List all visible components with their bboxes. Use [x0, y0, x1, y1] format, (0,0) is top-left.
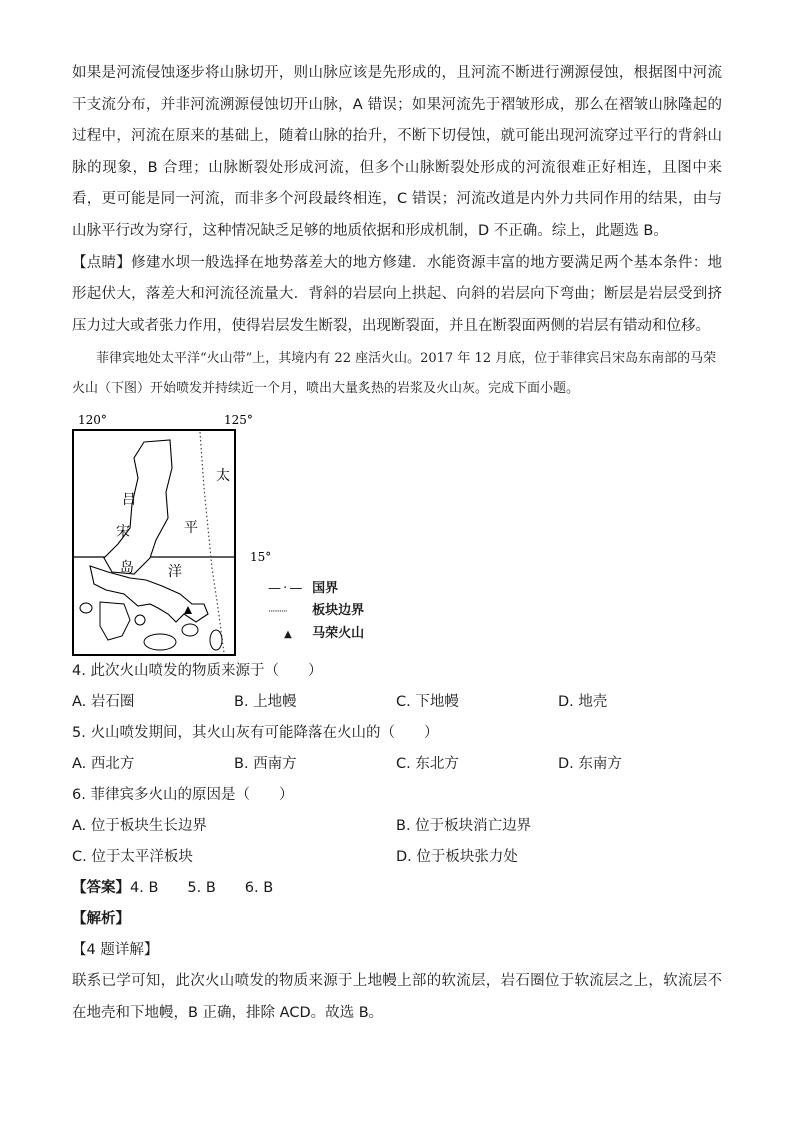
detail-text: 联系已学可知，此次火山喷发的物质来源于上地幔上部的软流层，岩石圈位于软流层之上，软流层不在地壳和下地幔，B 正确，排除 ACD。故选 B。 [72, 973, 722, 1021]
q4-option-b: B. 上地幔 [234, 694, 297, 711]
explanation-paragraph: 如果是河流侵蚀逐步将山脉切开，则山脉应该是先形成的，且河流不断进行溯源侵蚀，根据图中河流干支流分布，并非河流溯源侵蚀切开山脉，A 错误；如果河流先于褶皱形成，那么在褶皱山脉隆起的过程中，河流在原来的基础上，随着山脉的抬升，不断下切侵蚀，就可能出现河流穿过平行的背斜山脉的现象，B 合理；山脉断裂处形成河流，但多个山脉断裂处形成的河流很难正好相连，且图中来看，更可能是同一河流，而非多个河段最终相连，C 错误；河流改道是内外力共同作用的结果，由与山脉平行改为穿行，这种情况缺乏足够的地质依据和形成机制，D 不正确。综上，此题选 B。 [72, 65, 722, 239]
answer-text: 4. B 5. B 6. B [130, 880, 274, 897]
q4-option-d: D. 地壳 [558, 694, 608, 711]
tip-label: 【点睛】 [72, 254, 132, 271]
q6-option-c: C. 位于太平洋板块 [72, 849, 193, 866]
map-label-lv: 吕 [122, 492, 136, 509]
analysis-label: 【解析】 [72, 911, 130, 928]
legend-symbol-volcano: ▲ [284, 629, 292, 641]
lat-15-label: 15° [250, 550, 272, 565]
island-small-5 [135, 615, 145, 625]
q6-option-a: A. 位于板块生长边界 [72, 818, 207, 835]
question-6-stem: 6. 菲律宾多火山的原因是（ ） [72, 787, 294, 804]
question-4-stem: 4. 此次火山喷发的物质来源于（ ） [72, 663, 323, 680]
map-label-song: 宋 [116, 524, 130, 541]
answer-label: 【答案】 [72, 880, 130, 897]
map-label-ping: 平 [184, 520, 198, 537]
tip-paragraph [72, 248, 722, 343]
island-small-3 [210, 630, 222, 650]
mindoro-island [100, 602, 130, 640]
q5-option-c: C. 东北方 [396, 756, 459, 773]
map-label-dao: 岛 [120, 560, 134, 577]
map-label-yang: 洋 [168, 564, 182, 581]
answer-line [72, 873, 722, 904]
q5-option-d: D. 东南方 [558, 756, 622, 773]
legend-row-plate [268, 600, 428, 623]
legend-row-border [268, 578, 428, 600]
map-legend [268, 578, 428, 646]
legend-row-volcano [268, 623, 428, 646]
question-6-options-row1 [72, 811, 722, 842]
legend-label-border: 国界 [312, 581, 339, 597]
question-4-options [72, 687, 722, 718]
question-6-options-row2 [72, 842, 722, 873]
question-5-stem: 5. 火山喷发期间，其火山灰有可能降落在火山的（ ） [72, 725, 439, 742]
legend-label-volcano: 马荣火山 [312, 626, 365, 642]
q6-option-b: B. 位于板块消亡边界 [396, 818, 532, 835]
figure-area [72, 408, 722, 656]
detail-label: 【4 题详解】 [72, 942, 159, 959]
island-small-1 [144, 634, 176, 650]
island-small-4 [80, 603, 92, 613]
legend-symbol-plate: ·········· [268, 607, 287, 618]
tip-text: 修建水坝一般选择在地势落差大的地方修建．水能资源丰富的地方要满足两个基本条件：地形起伏大，落差大和河流径流量大．背斜的岩层向上拱起、向斜的岩层向下弯曲；断层是岩层受到挤压力过大或者张力作用，使得岩层发生断裂，出现断裂面，并且在断裂面两侧的岩层有错动和位移。 [72, 254, 723, 334]
lon-120-label: 120° [78, 413, 107, 428]
island-small-2 [182, 624, 198, 636]
question-5-options [72, 749, 722, 780]
lon-125-label: 125° [224, 413, 253, 428]
q4-option-a: A. 岩石圈 [72, 694, 135, 711]
legend-symbol-border: — · — [268, 581, 302, 597]
q4-option-c: C. 下地幔 [396, 694, 459, 711]
luzon-island [104, 440, 172, 577]
legend-label-plate: 板块边界 [312, 603, 365, 619]
q5-option-a: A. 西北方 [72, 756, 135, 773]
plate-boundary-line [200, 432, 224, 653]
map-label-tai: 太 [216, 468, 230, 485]
document-page [72, 58, 722, 1030]
q6-option-d: D. 位于板块张力处 [396, 849, 518, 866]
question-intro: 菲律宾地处太平洋“火山带”上，其境内有 22 座活火山。2017 年 12 月底，位于菲律宾吕宋岛东南部的马荣火山（下图）开始喷发并持续近一个月，喷出大量炙热的岩浆及火山灰。完成下面小题。 [72, 351, 717, 397]
q5-option-b: B. 西南方 [234, 756, 297, 773]
